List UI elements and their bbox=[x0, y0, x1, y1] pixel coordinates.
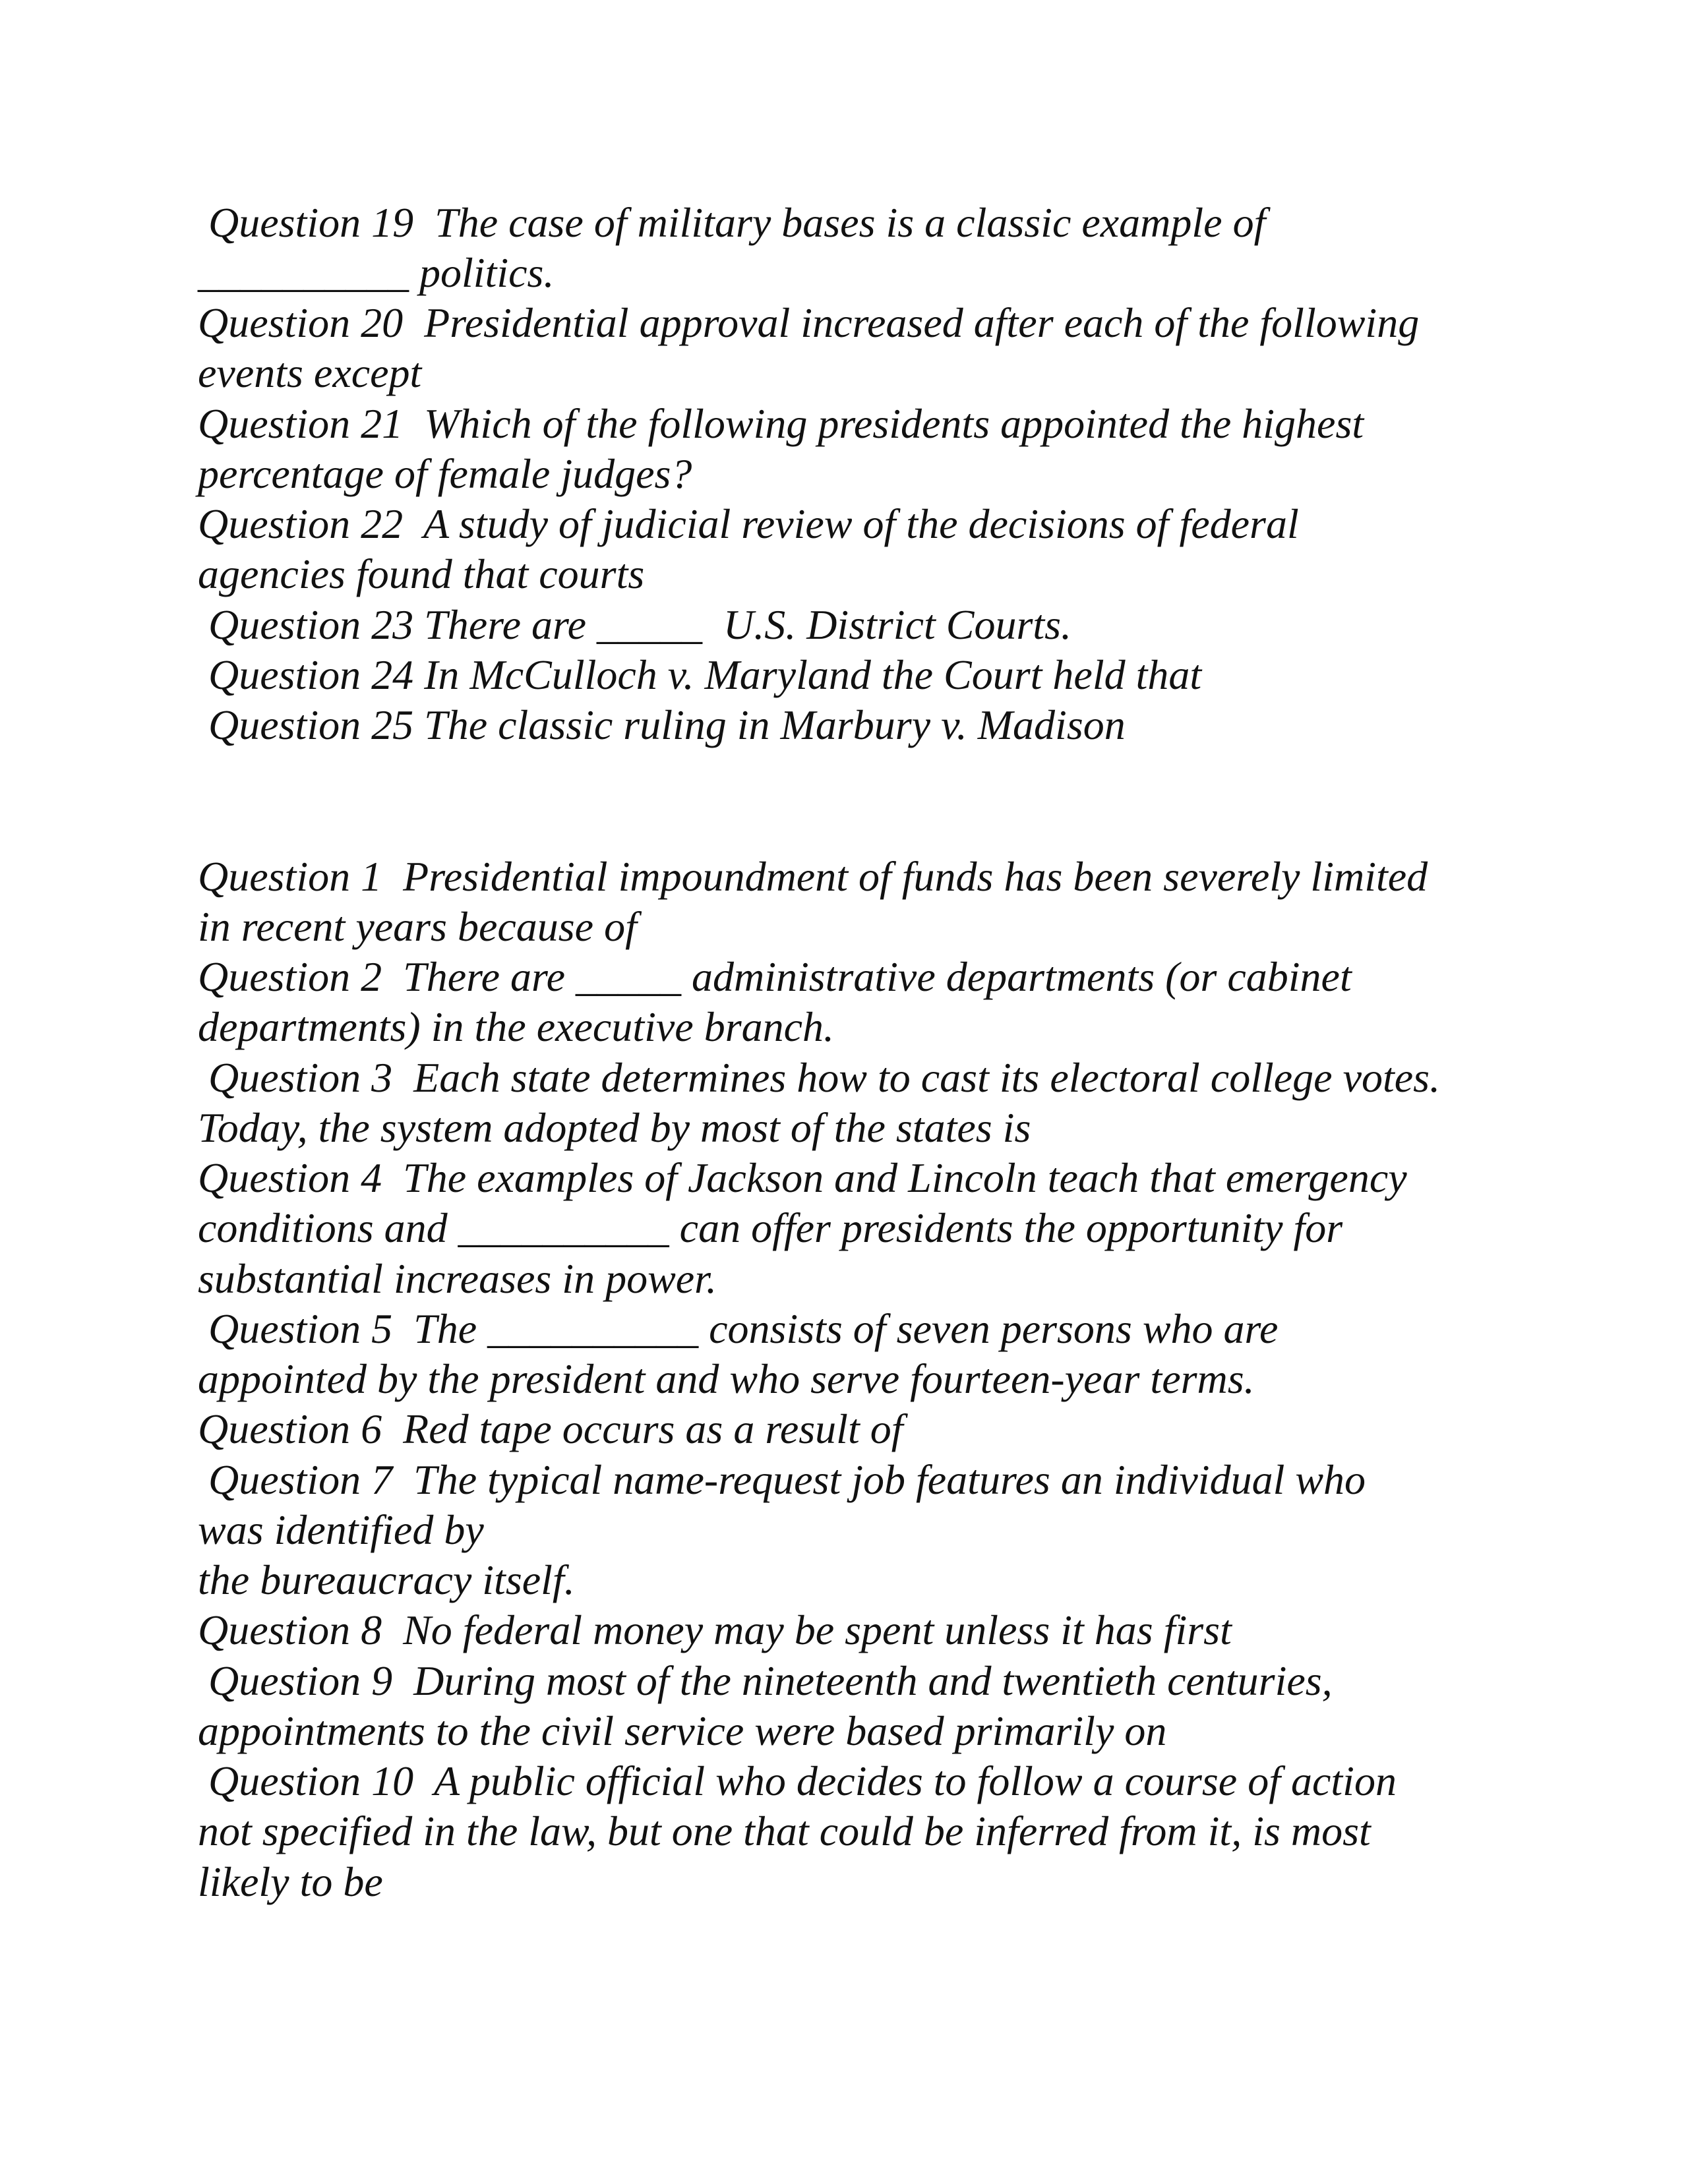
q21-line-1: Question 21 Which of the following presidents appointed the highest bbox=[198, 400, 1364, 447]
q22-line-1: Question 22 A study of judicial review of the decisions of federal bbox=[198, 500, 1299, 547]
q22-line-2: agencies found that courts bbox=[198, 550, 645, 597]
q25-line: Question 25 The classic ruling in Marbury v. Madison bbox=[198, 701, 1126, 748]
q10-line-3: likely to be bbox=[198, 1858, 383, 1905]
q8-line: Question 8 No federal money may be spent unless it has first bbox=[198, 1607, 1232, 1653]
q20-line-1: Question 20 Presidential approval increased after each of the following bbox=[198, 299, 1420, 346]
q9-line-1: Question 9 During most of the nineteenth and twentieth centuries, bbox=[198, 1657, 1333, 1704]
q1-line-1: Question 1 Presidential impoundment of funds has been severely limited bbox=[198, 853, 1428, 900]
q21-line-2: percentage of female judges? bbox=[198, 450, 692, 497]
q4-line-3: substantial increases in power. bbox=[198, 1255, 717, 1302]
q24-line: Question 24 In McCulloch v. Maryland the Court held that bbox=[198, 651, 1202, 698]
q9-line-2: appointments to the civil service were based primarily on bbox=[198, 1707, 1167, 1754]
q1-line-2: in recent years because of bbox=[198, 903, 637, 950]
q3-line-1: Question 3 Each state determines how to cast its electoral college votes. bbox=[198, 1054, 1441, 1101]
q20-line-2: events except bbox=[198, 349, 422, 396]
q7-line-1: Question 7 The typical name-request job features an individual who bbox=[198, 1456, 1366, 1503]
q10-line-1: Question 10 A public official who decides to follow a course of action bbox=[198, 1757, 1397, 1804]
q6-line: Question 6 Red tape occurs as a result of bbox=[198, 1405, 903, 1452]
q7-line-3: the bureaucracy itself. bbox=[198, 1556, 575, 1603]
q19-line-1: Question 19 The case of military bases is a classic example of bbox=[198, 199, 1266, 246]
q2-line-1: Question 2 There are _____ administrative departments (or cabinet bbox=[198, 953, 1352, 1000]
q2-line-2: departments) in the executive branch. bbox=[198, 1003, 834, 1050]
q4-line-2: conditions and __________ can offer presidents the opportunity for bbox=[198, 1204, 1343, 1251]
q23-line: Question 23 There are _____ U.S. District Courts. bbox=[198, 601, 1072, 648]
q3-line-2: Today, the system adopted by most of the states is bbox=[198, 1104, 1031, 1151]
q7-line-2: was identified by bbox=[198, 1506, 484, 1553]
q5-line-1: Question 5 The __________ consists of seven persons who are bbox=[198, 1305, 1279, 1352]
q5-line-2: appointed by the president and who serve fourteen-year terms. bbox=[198, 1355, 1255, 1402]
q10-line-2: not specified in the law, but one that could be inferred from it, is most bbox=[198, 1808, 1371, 1854]
q19-line-2: __________ politics. bbox=[198, 249, 555, 296]
q4-line-1: Question 4 The examples of Jackson and Lincoln teach that emergency bbox=[198, 1154, 1407, 1201]
